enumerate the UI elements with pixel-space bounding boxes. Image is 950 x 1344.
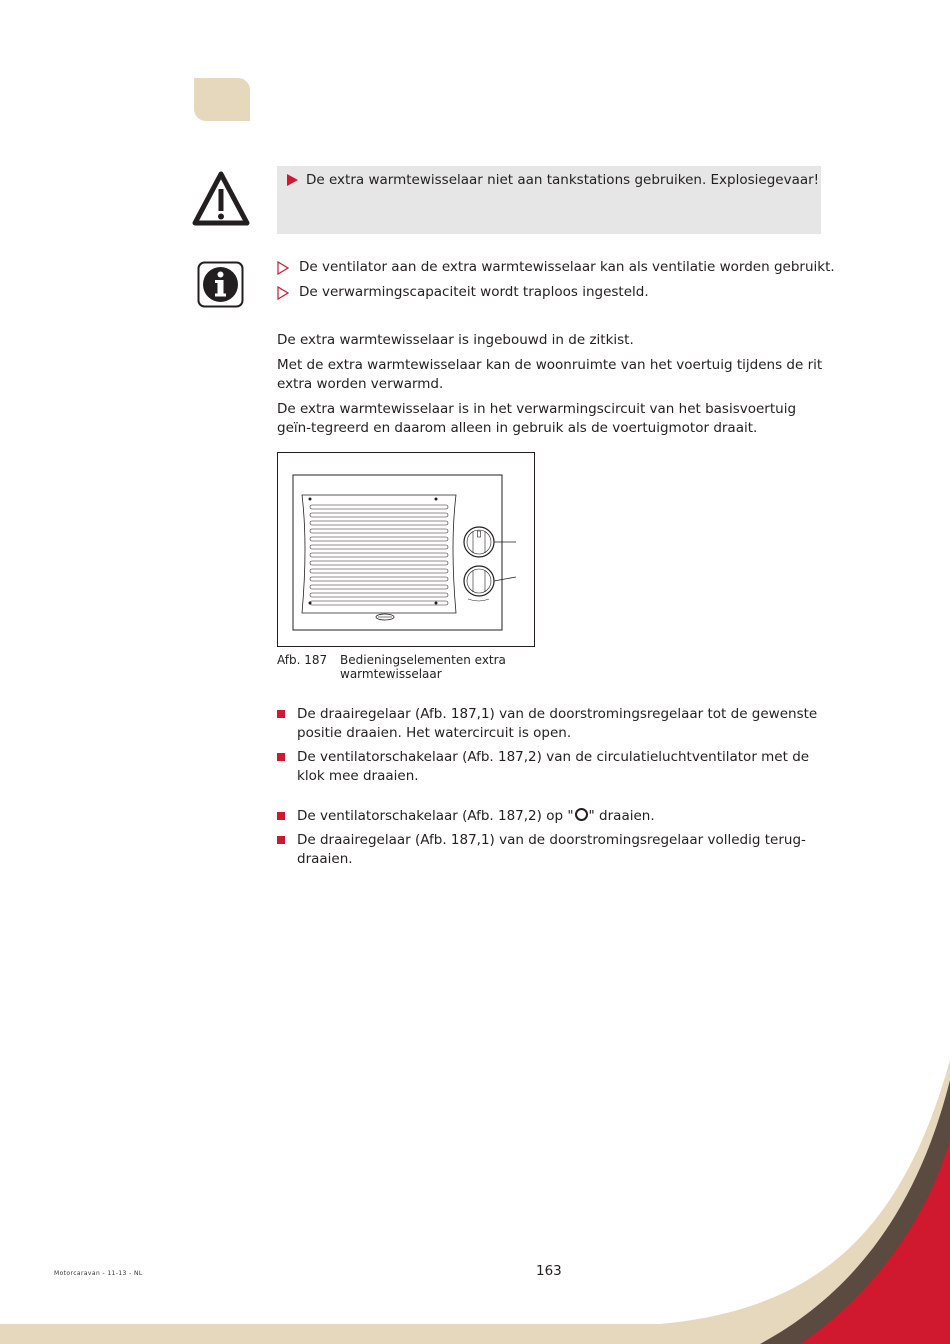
louver-slat <box>310 545 448 549</box>
step-item: De ventilatorschakelaar (Afb. 187,2) van de circulatieluchtventilator met de klok mee draaien. <box>277 748 825 786</box>
off-symbol-icon <box>575 808 588 821</box>
square-bullet-icon <box>277 836 285 844</box>
decorative-page-curve <box>0 1040 950 1344</box>
paragraph: Met de extra warmtewisselaar kan de woonruimte van het voertuig tijdens de rit extra worden verwarmd. <box>277 357 823 392</box>
louver-slat <box>310 561 448 565</box>
louver-slat <box>310 537 448 541</box>
step-item: De draairegelaar (Afb. 187,1) van de doorstromingsregelaar volledig terug-draaien. <box>277 831 825 869</box>
louver-slat <box>310 505 448 509</box>
info-list <box>277 259 837 309</box>
warning-message: De extra warmtewisselaar niet aan tankstations gebruiken. Explosiegevaar! <box>287 172 819 188</box>
square-bullet-icon <box>277 753 285 761</box>
figure-number: Afb. 187 <box>277 653 328 667</box>
steps-switch-off <box>277 807 825 874</box>
fan-switch-knob <box>464 566 494 601</box>
louver-slat <box>310 553 448 557</box>
flow-regulator-knob <box>464 527 494 557</box>
figure-caption <box>277 653 520 681</box>
info-icon <box>197 261 244 308</box>
louver-slat <box>310 569 448 573</box>
louver-slat <box>310 529 448 533</box>
document-reference: Motorcaravan - 11-13 - NL <box>54 1270 143 1277</box>
louver-slat <box>310 601 448 605</box>
square-bullet-icon <box>277 812 285 820</box>
warning-triangle-icon <box>192 171 250 227</box>
chapter-tab-marker <box>194 78 250 121</box>
figure-frame <box>277 452 535 647</box>
louver-slat <box>310 521 448 525</box>
square-bullet-icon <box>277 710 285 718</box>
heat-exchanger-illustration <box>278 453 534 646</box>
figure-description: Bedieningselementen extra warmtewisselaar <box>340 653 506 681</box>
open-triangle-bullet-icon <box>277 261 289 275</box>
step-item: De draairegelaar (Afb. 187,1) van de doorstromingsregelaar tot de gewenste positie draaien. Het watercircuit is open. <box>277 705 825 743</box>
step-item: De ventilatorschakelaar (Afb. 187,2) op " " draaien. <box>277 807 825 826</box>
warning-bullet-icon <box>287 174 298 186</box>
louver-slat <box>310 585 448 589</box>
steps-switch-on <box>277 705 825 791</box>
paragraph: De extra warmtewisselaar is ingebouwd in de zitkist. <box>277 332 634 348</box>
page-number: 163 <box>536 1263 562 1279</box>
info-list-item: De verwarmingscapaciteit wordt traploos ingesteld. <box>277 284 837 300</box>
info-list-item: De ventilator aan de extra warmtewisselaar kan als ventilatie worden gebruikt. <box>277 259 837 275</box>
open-triangle-bullet-icon <box>277 286 289 300</box>
louver-slat <box>310 513 448 517</box>
louver-slat <box>310 593 448 597</box>
louver-slat <box>310 577 448 581</box>
paragraph: De extra warmtewisselaar is in het verwarmingscircuit van het basisvoertuig geïn-tegreerd en daarom alleen in gebruik als de voertuigmotor draait. <box>277 401 797 436</box>
louver-slats <box>310 505 448 605</box>
